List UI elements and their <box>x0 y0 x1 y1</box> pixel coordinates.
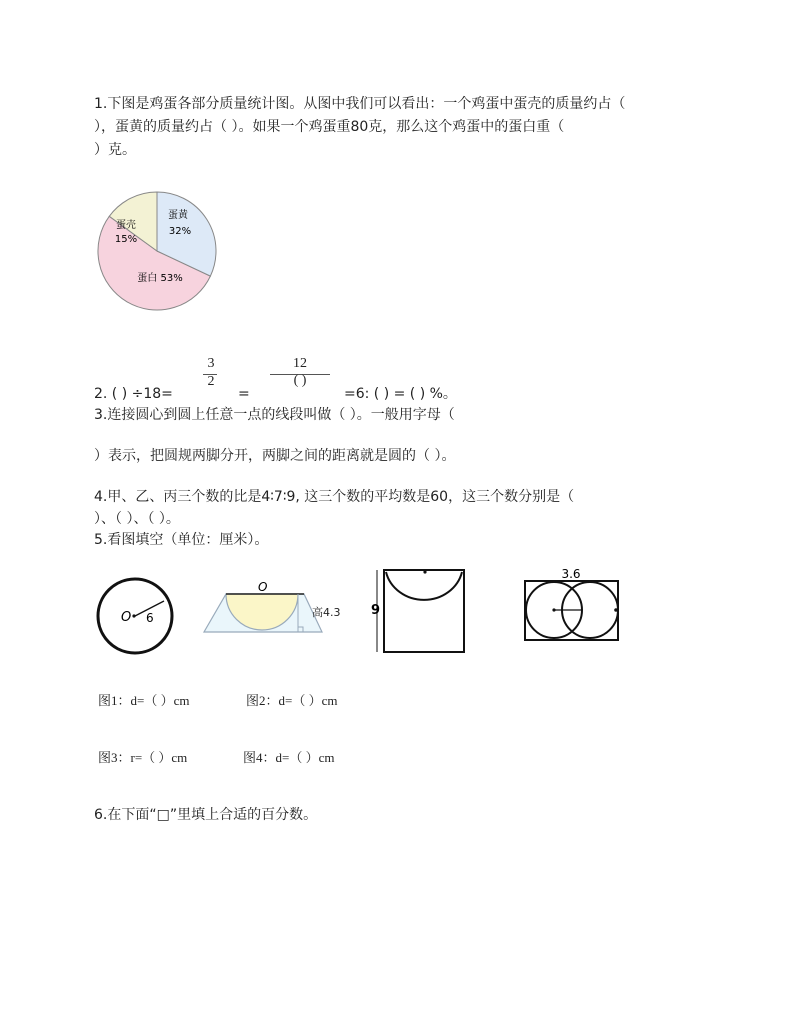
q4-line2: ）、（ ）、（ ）。 <box>94 511 180 527</box>
fig4-answer: 图4：d=（ ）cm <box>243 750 335 765</box>
figure-2-trapezoid <box>200 578 330 634</box>
fig1-center-dot <box>132 614 135 617</box>
fig2-answer: 图2：d=（ ）cm <box>246 693 338 708</box>
fig2-center-label: O <box>258 580 268 594</box>
q6-text: 6.在下面“□”里填上合适的百分数。 <box>94 807 318 823</box>
pie-label-white: 蛋白 53% <box>137 273 183 284</box>
fig4-top-label: 3.6 <box>561 567 581 581</box>
fig3-semicircle <box>386 572 462 600</box>
q3-line1: 3.连接圆心到圆上任意一点的线段叫做（ ）。一般用字母（ <box>94 407 455 423</box>
pie-label-shell-name: 蛋壳 <box>116 220 136 231</box>
figure-4-rectangle <box>520 562 624 646</box>
pie-label-yolk-pct: 32% <box>168 226 192 237</box>
q2-frac2-denominator: ( ) <box>293 373 307 388</box>
q2-part2: =6: ( ) = ( ) %。 <box>344 386 457 402</box>
fig4-right-arc <box>590 582 618 638</box>
fig2-height-label: 高4.3 <box>312 606 341 619</box>
fig3-side-label: 9 <box>371 603 381 618</box>
q2-frac1-numerator: 3 <box>207 356 215 371</box>
q4-line1: 4.甲、乙、丙三个数的比是4∶7∶9, 这三个数的平均数是60，这三个数分别是（ <box>94 489 575 505</box>
fig3-center-dot <box>423 570 426 573</box>
fig4-center-dot <box>552 608 555 611</box>
fig1-center-label: O <box>121 610 132 625</box>
q2-part1: 2. ( ) ÷18= <box>94 386 173 402</box>
pie-label-shell-pct: 15% <box>114 234 138 245</box>
q1-line1: 1.下图是鸡蛋各部分质量统计图。从图中我们可以看出：一个鸡蛋中蛋壳的质量约占（ <box>94 96 626 112</box>
fig1-answer: 图1：d=（ ）cm <box>98 693 190 708</box>
q1-line3: ）克。 <box>94 142 136 158</box>
q2-frac1-denominator: 2 <box>207 374 215 389</box>
fig1-radius-label: 6 <box>146 611 154 625</box>
q2-equals: = <box>238 386 250 402</box>
figure-1-circle <box>94 575 178 659</box>
fig4-edge-dot <box>614 608 618 612</box>
fig3-square-outline <box>384 570 464 652</box>
q1-line2: ），蛋黄的质量约占（ ）。如果一个鸡蛋重80克，那么这个鸡蛋中的蛋白重（ <box>94 119 565 135</box>
fig3-answer: 图3：r=（ ）cm <box>98 750 188 765</box>
q3-line2: ）表示，把圆规两脚分开，两脚之间的距离就是圆的（ ）。 <box>94 448 456 464</box>
figure-3-square <box>368 566 468 656</box>
q2-frac2-numerator: 12 <box>293 356 307 371</box>
q5-title: 5.看图填空（单位：厘米）。 <box>94 532 269 548</box>
pie-label-yolk-name: 蛋黄 <box>168 210 188 221</box>
egg-pie-chart <box>96 190 226 315</box>
